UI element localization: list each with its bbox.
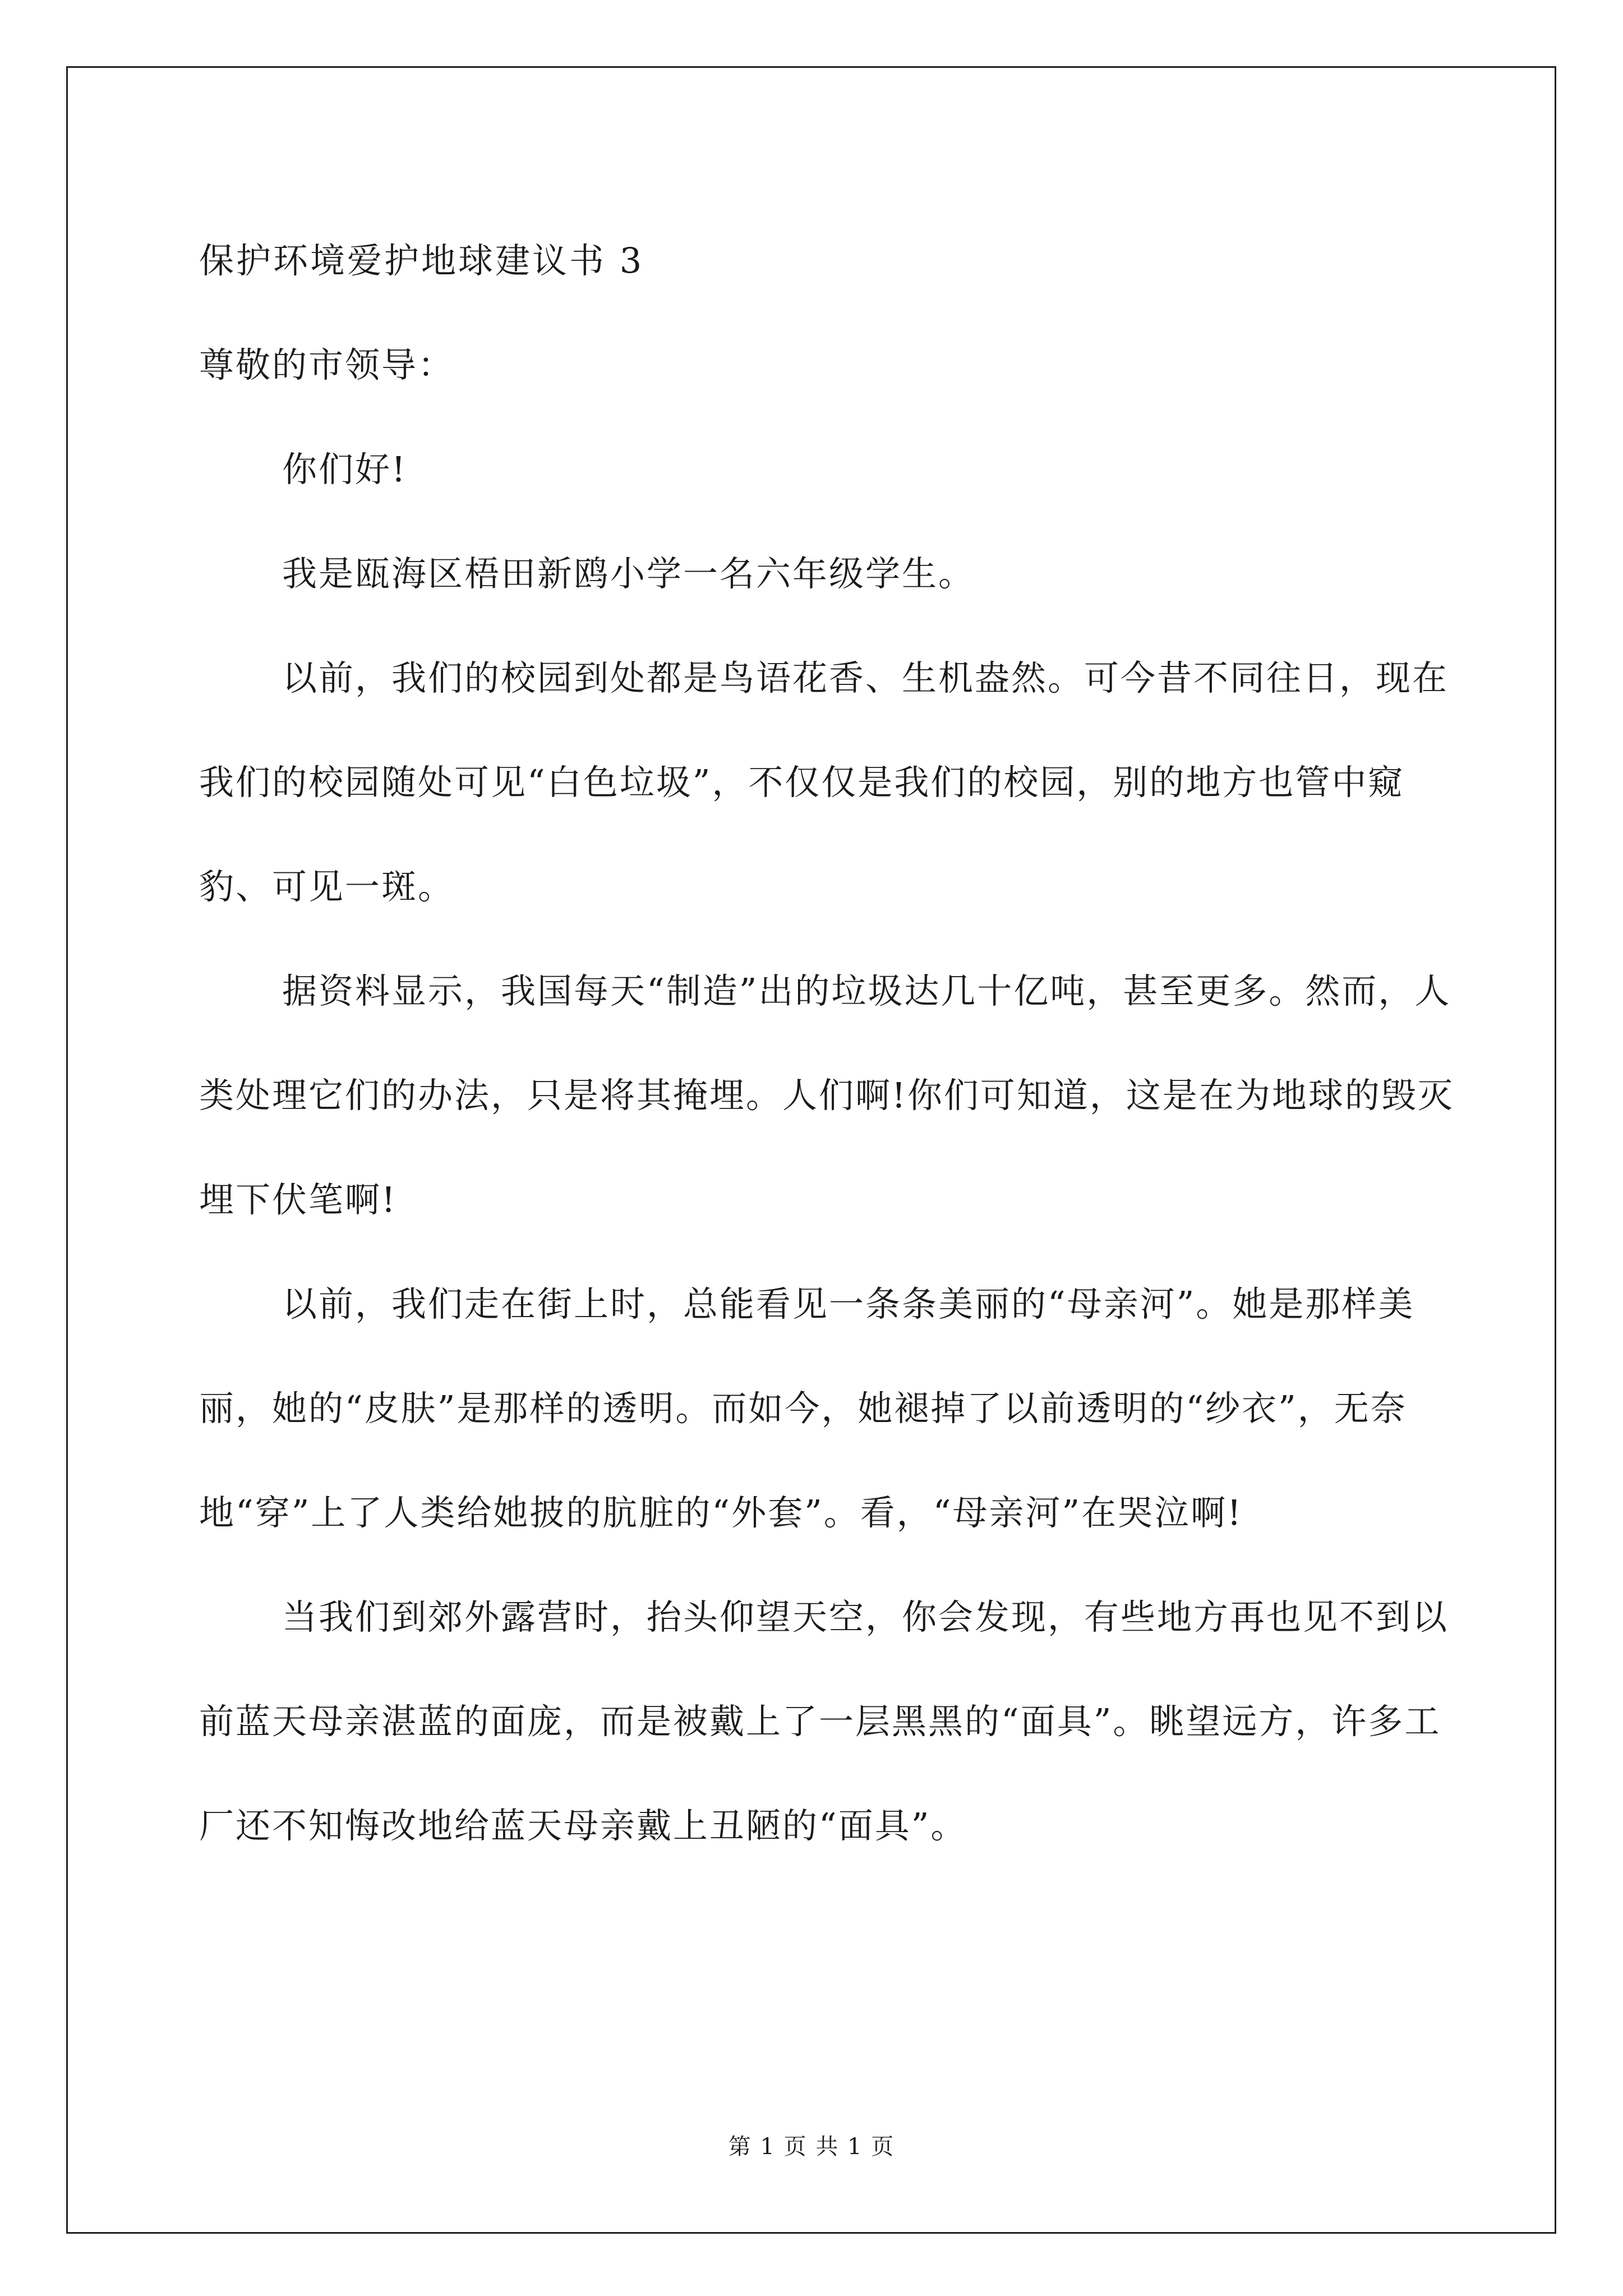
paragraph-garbage: 据资料显示，我国每天“制造”出的垃圾达几十亿吨，甚至更多。然而，人类处理它们的办法，只是将其掩埋。人们啊!你们可知道，这是在为地球的毁灭埋下伏笔啊!: [199, 970, 1454, 1220]
document-body: [199, 209, 1455, 1878]
paragraph-river: 以前，我们走在街上时，总能看见一条条美丽的“母亲河”。她是那样美丽，她的“皮肤”是那样的透明。而如今，她褪掉了以前透明的“纱衣”，无奈地“穿”上了人类给她披的肮脏的“外套”。看，“母亲河”在哭泣啊!: [199, 1283, 1415, 1533]
paragraph-campus: 以前，我们的校园到处都是鸟语花香、生机盎然。可今昔不同往日，现在我们的校园随处可见“白色垃圾”，不仅仅是我们的校园，别的地方也管中窥豹、可见一斑。: [199, 657, 1449, 907]
paragraph-introduction: 我是瓯海区梧田新鸥小学一名六年级学生。: [282, 553, 975, 594]
salutation: 尊敬的市领导：: [199, 344, 455, 385]
page-number-footer: 第 1 页 共 1 页: [728, 2134, 895, 2160]
paragraph-greeting: 你们好!: [282, 449, 407, 490]
paragraph-sky: 当我们到郊外露营时，抬头仰望天空，你会发现，有些地方再也见不到以前蓝天母亲湛蓝的面庞，而是被戴上了一层黑黑的“面具”。眺望远方，许多工厂还不知悔改地给蓝天母亲戴上丑陋的“面具”。: [199, 1596, 1449, 1846]
document-title: 保护环境爱护地球建议书 3: [199, 240, 644, 281]
